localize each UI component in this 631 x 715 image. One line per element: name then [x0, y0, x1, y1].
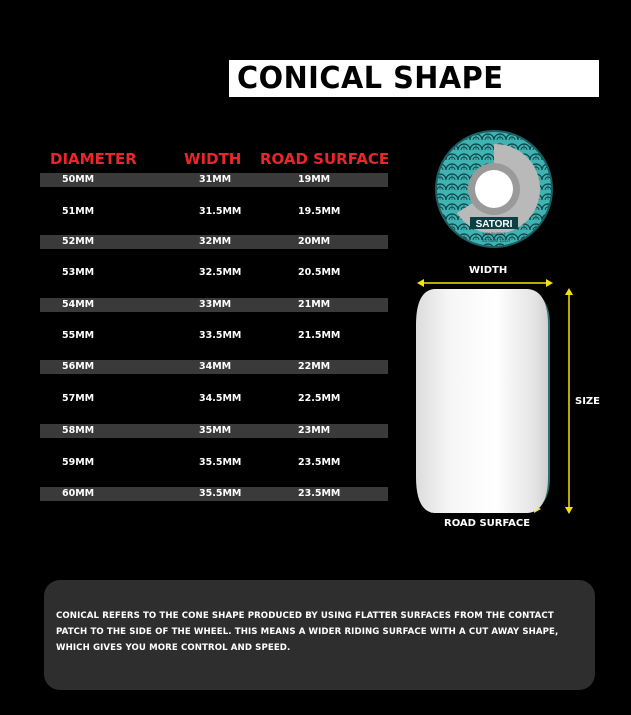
header-diameter: DIAMETER	[50, 150, 137, 168]
table-row	[40, 456, 388, 470]
table-row	[40, 266, 388, 280]
table-row	[40, 173, 388, 187]
cell-road-surface: 20MM	[298, 236, 331, 247]
table-row	[40, 360, 388, 374]
wheel-logo-text: SATORI	[475, 219, 513, 230]
cell-width: 31.5MM	[199, 206, 242, 217]
table-row	[40, 205, 388, 219]
cell-width: 34MM	[199, 361, 232, 372]
cell-diameter: 57MM	[62, 393, 95, 404]
cell-width: 31MM	[199, 174, 232, 185]
cell-diameter: 52MM	[62, 236, 95, 247]
cell-road-surface: 23.5MM	[298, 457, 341, 468]
cell-width: 34.5MM	[199, 393, 242, 404]
cell-width: 33.5MM	[199, 330, 242, 341]
cell-width: 33MM	[199, 299, 232, 310]
header-road-surface: ROAD SURFACE	[260, 150, 390, 168]
cell-road-surface: 23.5MM	[298, 488, 341, 499]
wheel-spec-text: 53.5MM 101A	[481, 238, 511, 243]
road-surface-label: ROAD SURFACE	[444, 518, 531, 529]
cell-diameter: 51MM	[62, 206, 95, 217]
table-row	[40, 424, 388, 438]
cell-road-surface: 21MM	[298, 299, 331, 310]
cell-diameter: 60MM	[62, 488, 95, 499]
cell-diameter: 55MM	[62, 330, 95, 341]
title-banner	[229, 60, 599, 97]
cell-road-surface: 19MM	[298, 174, 331, 185]
size-label: SIZE	[575, 396, 601, 407]
description-box	[44, 580, 595, 690]
cell-diameter: 58MM	[62, 425, 95, 436]
wheel-sub-text: MOVEMENT	[482, 231, 506, 236]
cell-diameter: 50MM	[62, 174, 95, 185]
cell-diameter: 54MM	[62, 299, 95, 310]
cell-diameter: 59MM	[62, 457, 95, 468]
header-width: WIDTH	[184, 150, 242, 168]
size-arrow-icon	[564, 287, 574, 515]
cell-width: 35MM	[199, 425, 232, 436]
table-row	[40, 392, 388, 406]
cell-width: 32MM	[199, 236, 232, 247]
cell-width: 32.5MM	[199, 267, 242, 278]
cell-road-surface: 20.5MM	[298, 267, 341, 278]
cell-diameter: 53MM	[62, 267, 95, 278]
cell-width: 35.5MM	[199, 457, 242, 468]
table-row	[40, 235, 388, 249]
cell-road-surface: 22MM	[298, 361, 331, 372]
table-row	[40, 298, 388, 312]
wheel-side-image	[410, 285, 560, 517]
width-label: WIDTH	[469, 265, 508, 276]
table-row	[40, 487, 388, 501]
cell-road-surface: 21.5MM	[298, 330, 341, 341]
page-title: CONICAL SHAPE	[237, 61, 504, 96]
cell-diameter: 56MM	[62, 361, 95, 372]
cell-road-surface: 22.5MM	[298, 393, 341, 404]
wheel-front-image	[434, 120, 554, 258]
cell-width: 35.5MM	[199, 488, 242, 499]
table-row	[40, 329, 388, 343]
cell-road-surface: 19.5MM	[298, 206, 341, 217]
cell-road-surface: 23MM	[298, 425, 331, 436]
description-text: CONICAL REFERS TO THE CONE SHAPE PRODUCED BY USING FLATTER SURFACES FROM THE CONTACT PATCH TO THE SIDE OF THE WHEEL. THIS MEANS A WIDER RIDING SURFACE WITH A CUT AWAY SHAPE, WHICH GIVES YOU MORE CONTROL AND SPEED.	[56, 611, 559, 653]
